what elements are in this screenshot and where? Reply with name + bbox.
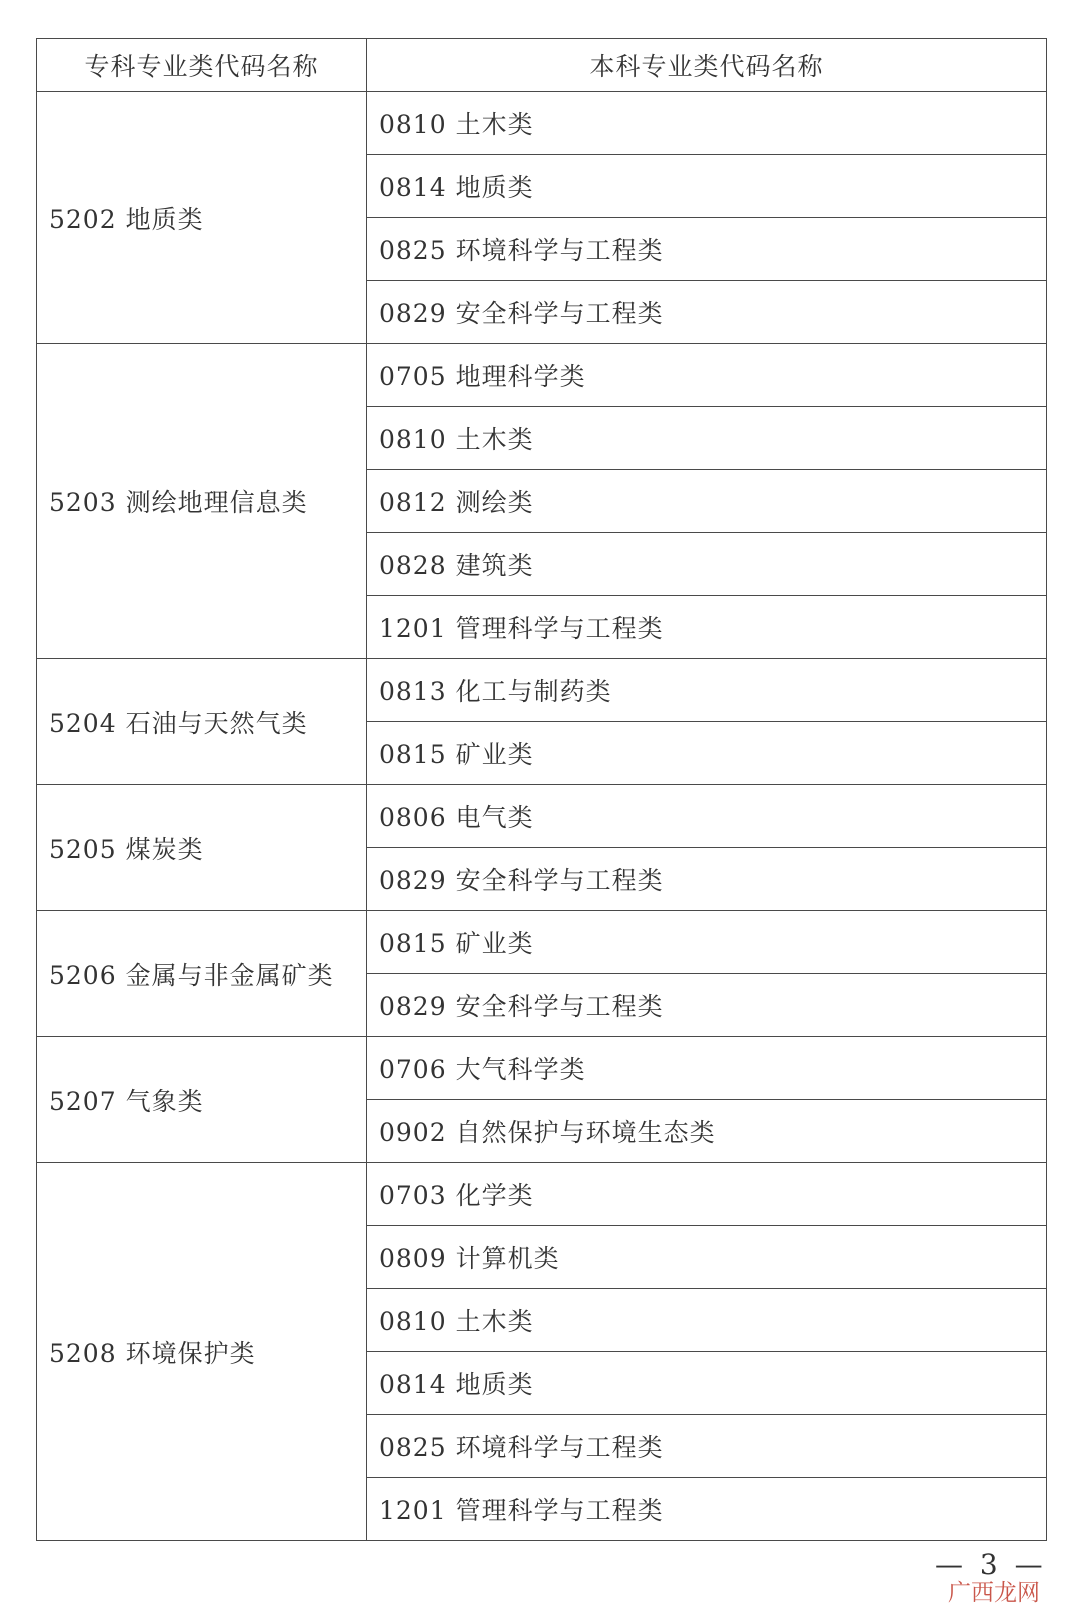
undergraduate-major-cell: 0829 安全科学与工程类: [367, 281, 1047, 344]
table-header-row: [37, 39, 1047, 92]
undergraduate-major-cell: 0703 化学类: [367, 1163, 1047, 1226]
vocational-major-cell: 5203 测绘地理信息类: [37, 344, 367, 659]
table-row: [37, 659, 1047, 722]
undergraduate-major-cell: 0825 环境科学与工程类: [367, 218, 1047, 281]
undergraduate-major-cell: 0810 土木类: [367, 1289, 1047, 1352]
undergraduate-major-cell: 0812 测绘类: [367, 470, 1047, 533]
vocational-major-cell: 5205 煤炭类: [37, 785, 367, 911]
table-row: [37, 344, 1047, 407]
undergraduate-major-cell: 0806 电气类: [367, 785, 1047, 848]
vocational-major-cell: 5202 地质类: [37, 92, 367, 344]
undergraduate-major-cell: 0815 矿业类: [367, 911, 1047, 974]
vocational-major-cell: 5207 气象类: [37, 1037, 367, 1163]
undergraduate-major-cell: 0828 建筑类: [367, 533, 1047, 596]
watermark-logo: 广西龙网: [948, 1580, 1040, 1606]
vocational-major-cell: 5206 金属与非金属矿类: [37, 911, 367, 1037]
page-number: — 3 —: [935, 1548, 1047, 1581]
undergraduate-major-cell: 0706 大气科学类: [367, 1037, 1047, 1100]
undergraduate-major-cell: 1201 管理科学与工程类: [367, 596, 1047, 659]
undergraduate-major-cell: 0813 化工与制药类: [367, 659, 1047, 722]
undergraduate-major-cell: 0814 地质类: [367, 155, 1047, 218]
header-undergraduate-major: 本科专业类代码名称: [367, 39, 1047, 92]
header-vocational-major: 专科专业类代码名称: [37, 39, 367, 92]
undergraduate-major-cell: 1201 管理科学与工程类: [367, 1478, 1047, 1541]
undergraduate-major-cell: 0829 安全科学与工程类: [367, 848, 1047, 911]
table-row: [37, 911, 1047, 974]
undergraduate-major-cell: 0825 环境科学与工程类: [367, 1415, 1047, 1478]
table-row: [37, 785, 1047, 848]
undergraduate-major-cell: 0809 计算机类: [367, 1226, 1047, 1289]
table-body: [37, 92, 1047, 1541]
undergraduate-major-cell: 0810 土木类: [367, 92, 1047, 155]
vocational-major-cell: 5208 环境保护类: [37, 1163, 367, 1541]
undergraduate-major-cell: 0705 地理科学类: [367, 344, 1047, 407]
table-row: [37, 92, 1047, 155]
undergraduate-major-cell: 0810 土木类: [367, 407, 1047, 470]
table-row: [37, 1037, 1047, 1100]
undergraduate-major-cell: 0829 安全科学与工程类: [367, 974, 1047, 1037]
major-mapping-table: [36, 38, 1047, 1541]
undergraduate-major-cell: 0815 矿业类: [367, 722, 1047, 785]
vocational-major-cell: 5204 石油与天然气类: [37, 659, 367, 785]
table-row: [37, 1163, 1047, 1226]
undergraduate-major-cell: 0814 地质类: [367, 1352, 1047, 1415]
undergraduate-major-cell: 0902 自然保护与环境生态类: [367, 1100, 1047, 1163]
